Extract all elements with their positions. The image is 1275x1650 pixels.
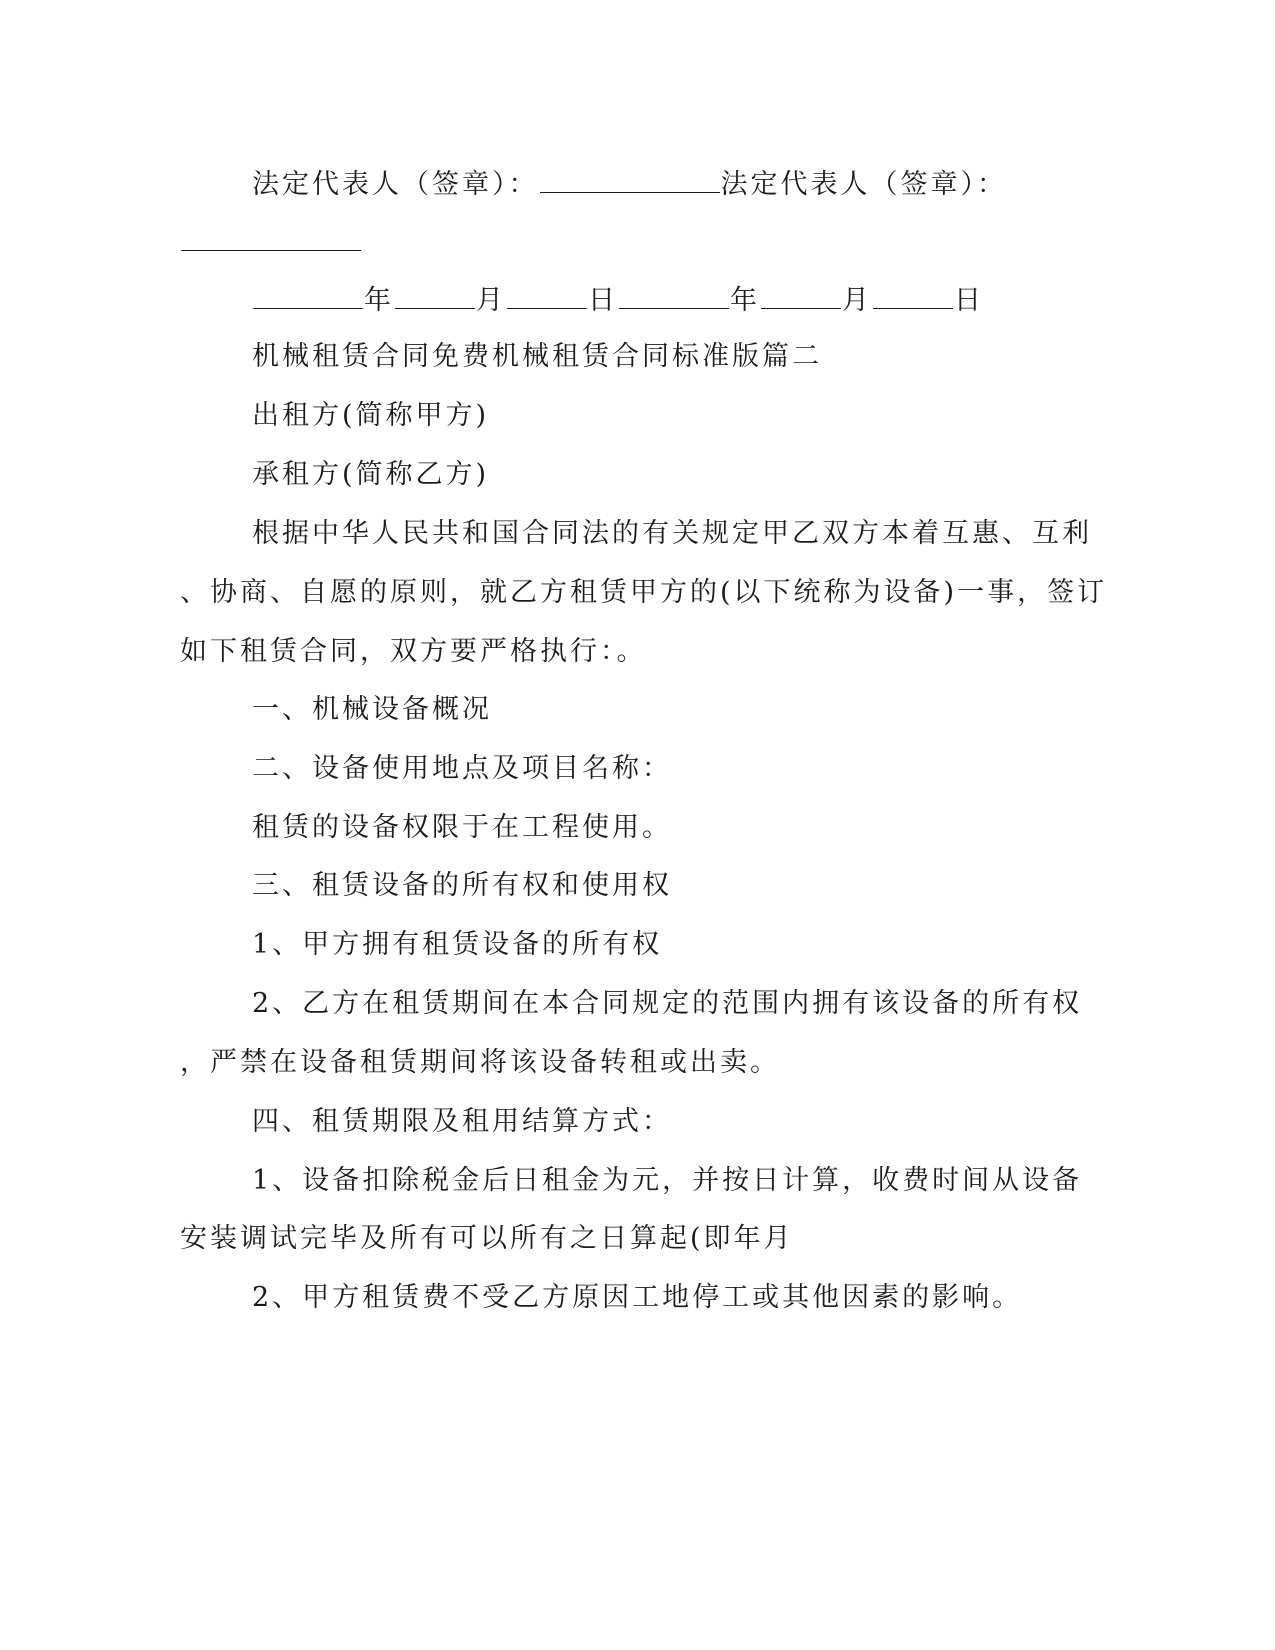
date-blank-day-a [507,280,587,309]
date-month-a: 月 [476,285,506,316]
date-blank-year-b [619,280,729,309]
lessee-line: 承租方(简称乙方) [252,459,490,490]
section-4-item-1-line-1: 1、设备扣除税金后日租金为元，并按日计算，收费时间从设备 [252,1165,1083,1196]
signature-blank-b [181,222,361,251]
signature-blank-a [540,164,720,193]
date-day-a: 日 [588,285,618,316]
section-3-item-1: 1、甲方拥有租赁设备的所有权 [252,929,663,960]
date-day-b: 日 [954,285,984,316]
section-3-item-2-line-1: 2、乙方在租赁期间在本合同规定的范围内拥有该设备的所有权 [252,988,1083,1019]
date-year-b: 年 [730,285,760,316]
section-4-heading: 四、租赁期限及租用结算方式： [252,1106,672,1137]
contract-title: 机械租赁合同免费机械租赁合同标准版篇二 [252,341,822,372]
lessor-line: 出租方(简称甲方) [252,400,490,431]
date-blank-month-a [395,280,475,309]
section-3-heading: 三、租赁设备的所有权和使用权 [252,870,672,901]
date-year-a: 年 [364,285,394,316]
date-blank-day-b [873,280,953,309]
signature-label-b: 法定代表人（签章）： [720,169,1007,200]
section-4-item-1-line-2: 安装调试完毕及所有可以所有之日算起(即年月 [180,1223,794,1254]
date-month-b: 月 [842,285,872,316]
intro-line-2: 、协商、自愿的原则，就乙方租赁甲方的(以下统称为设备)一事，签订 [180,577,1108,608]
section-3-item-2-line-2: ，严禁在设备租赁期间将该设备转租或出卖。 [180,1047,780,1078]
date-blank-year-a [253,280,363,309]
signature-label-a: 法定代表人（签章）： [252,169,539,200]
section-2-body: 租赁的设备权限于在工程使用。 [252,812,672,843]
date-line [252,280,984,319]
date-blank-month-b [761,280,841,309]
section-4-item-2: 2、甲方租赁费不受乙方原因工地停工或其他因素的影响。 [252,1282,1023,1313]
signature-line [252,164,1007,203]
signature-continuation [180,222,362,261]
intro-line-1: 根据中华人民共和国合同法的有关规定甲乙双方本着互惠、互利 [252,518,1092,549]
section-1-heading: 一、机械设备概况 [252,694,492,725]
intro-line-3: 如下租赁合同，双方要严格执行：。 [180,636,647,667]
section-2-heading: 二、设备使用地点及项目名称： [252,753,672,784]
